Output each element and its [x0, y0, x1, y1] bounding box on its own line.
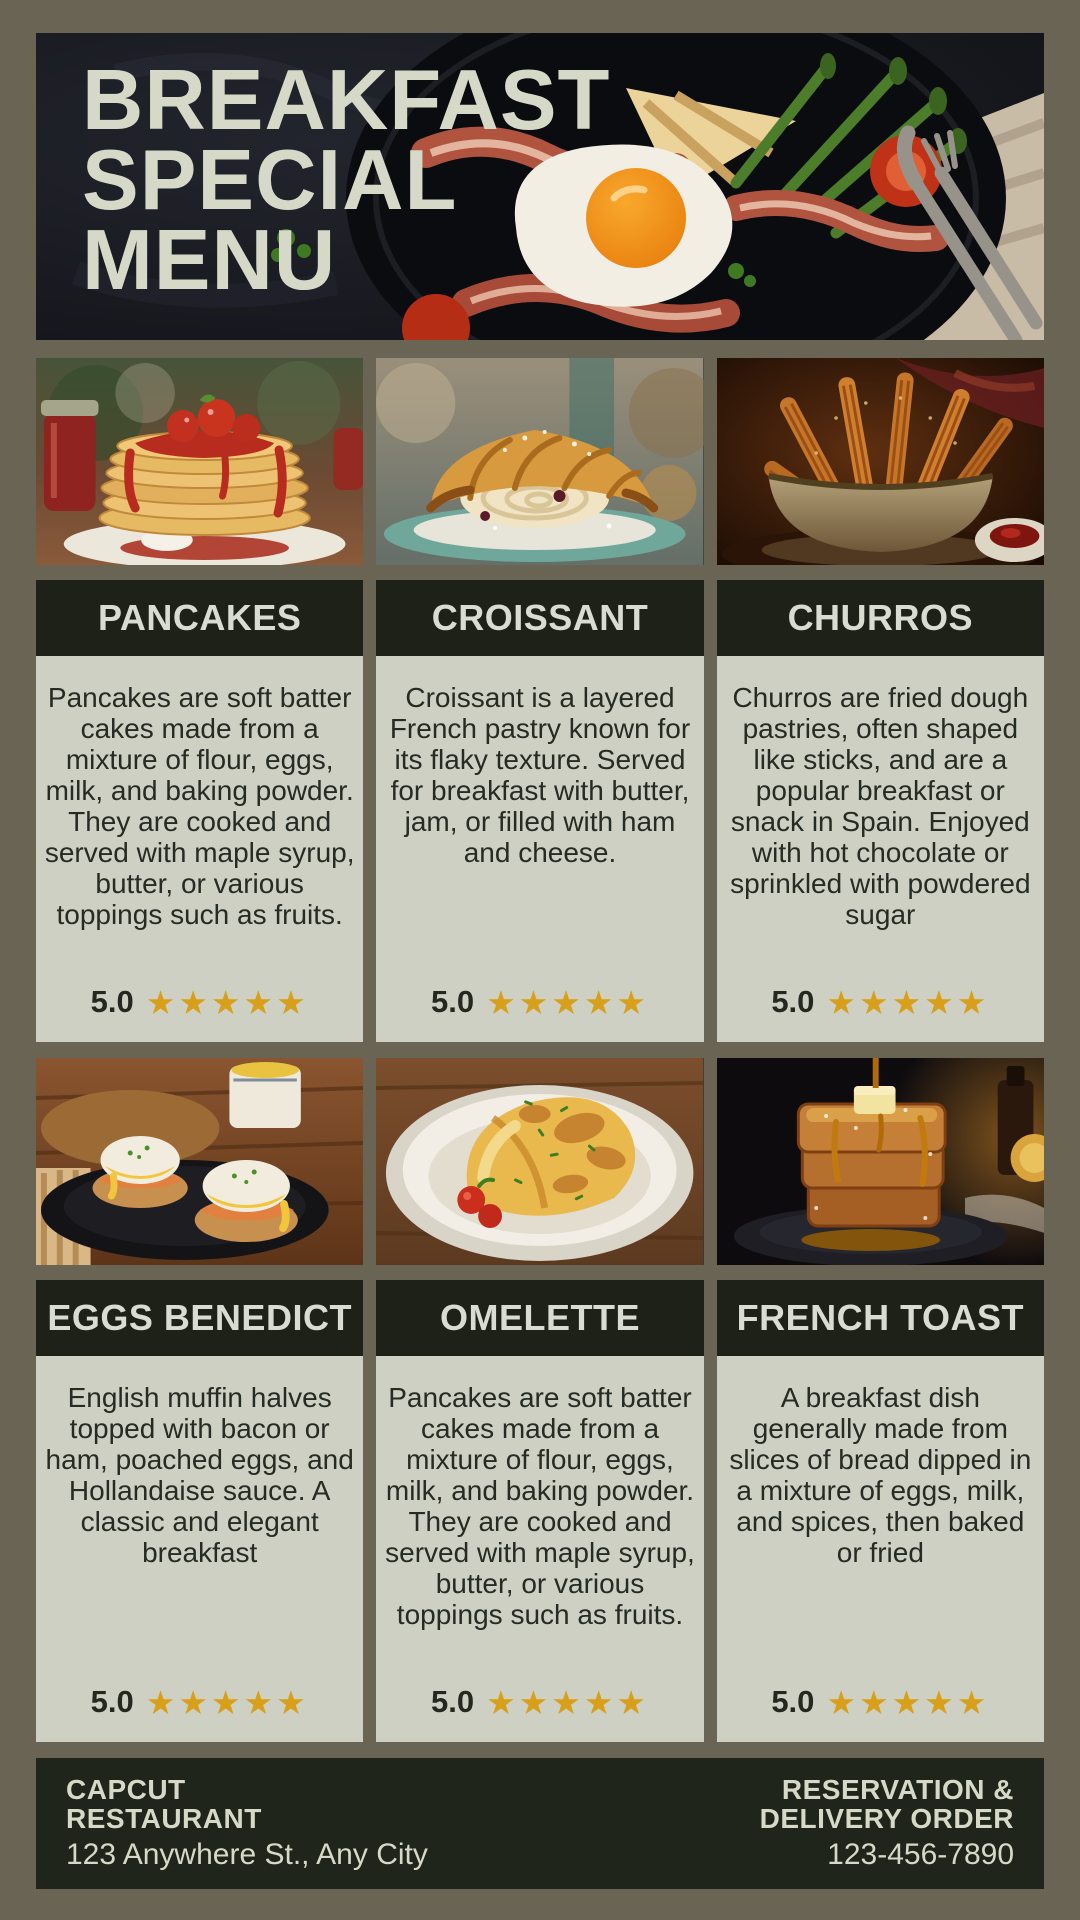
- eggs-benedict-photo: [36, 1058, 363, 1265]
- star-icons: ★★★★★: [145, 1682, 309, 1722]
- card-row-2: [36, 1280, 1044, 1742]
- menu-card-french-toast: [717, 1280, 1044, 1742]
- rating-value: 5.0: [430, 1684, 475, 1719]
- card-body: [376, 656, 703, 1042]
- card-title: PANCAKES: [97, 597, 302, 638]
- rating-value: 5.0: [771, 1684, 815, 1719]
- rating-value: 5.0: [430, 984, 475, 1019]
- star-icons: ★★★★★: [486, 982, 649, 1022]
- card-description: Pancakes are soft batter cakes made from a mixture of flour, eggs, milk, and baking powder. They are cooked and served with maple syrup, butter, or various toppings such as fruits.: [44, 682, 355, 930]
- star-icons: ★★★★★: [145, 982, 309, 1022]
- french-toast-photo: [717, 1058, 1044, 1265]
- photo-row-1: [36, 358, 1044, 565]
- card-body: [36, 656, 363, 1042]
- rating-value: 5.0: [90, 1684, 134, 1719]
- pancakes-photo: [36, 358, 363, 565]
- restaurant-address: 123 Anywhere St., Any City: [66, 1838, 428, 1871]
- rating-value: 5.0: [771, 984, 815, 1019]
- card-body: [717, 1356, 1044, 1742]
- card-body: [36, 1356, 363, 1742]
- card-title: CHURROS: [787, 597, 974, 638]
- card-title: FRENCH TOAST: [736, 1297, 1024, 1338]
- restaurant-name-line1: CAPCUT: [66, 1774, 186, 1805]
- card-description: Croissant is a layered French pastry known for its flaky texture. Served for breakfast with butter, jam, or filled with ham and cheese.: [389, 682, 691, 868]
- banner: [36, 33, 1044, 340]
- restaurant-name-line2: RESTAURANT: [66, 1803, 262, 1834]
- card-header: [376, 1280, 703, 1356]
- reservation-info: [760, 1775, 1014, 1872]
- rating: [91, 984, 309, 1020]
- banner-title-line2: SPECIAL: [82, 133, 458, 228]
- rating-value: 5.0: [90, 984, 134, 1019]
- rating: [771, 1684, 989, 1720]
- card-description: A breakfast dish generally made from slices of bread dipped in a mixture of eggs, milk, and spices, then baked or fried: [729, 1382, 1032, 1568]
- reservation-label-line1: RESERVATION &: [781, 1774, 1014, 1805]
- card-title: CROISSANT: [431, 597, 649, 638]
- photo-row-2: [36, 1058, 1044, 1265]
- star-icons: ★★★★★: [826, 1682, 990, 1722]
- banner-title-line1: BREAKFAST: [82, 53, 611, 148]
- rating: [91, 1684, 309, 1720]
- menu-card-croissant: [376, 580, 703, 1042]
- reservation-phone: 123-456-7890: [827, 1838, 1014, 1871]
- card-header: [36, 1280, 363, 1356]
- card-header: [717, 1280, 1044, 1356]
- menu-card-churros: [717, 580, 1044, 1042]
- rating: [771, 984, 989, 1020]
- restaurant-info: [66, 1775, 428, 1872]
- croissant-photo: [376, 358, 703, 565]
- rating: [431, 1684, 649, 1720]
- card-description: English muffin halves topped with bacon or ham, poached eggs, and Hollandaise sauce. A classic and elegant breakfast: [45, 1382, 354, 1568]
- card-body: [376, 1356, 703, 1742]
- banner-title: [82, 53, 611, 308]
- footer: [36, 1758, 1044, 1889]
- banner-title-line3: MENU: [82, 213, 337, 308]
- card-body: [717, 656, 1044, 1042]
- card-title: OMELETTE: [439, 1297, 640, 1338]
- card-description: Churros are fried dough pastries, often shaped like sticks, and are a popular breakfast or snack in Spain. Enjoyed with hot chocolate or sprinkled with powdered sugar: [730, 682, 1031, 930]
- menu-card-eggs-benedict: [36, 1280, 363, 1742]
- card-description: Pancakes are soft batter cakes made from a mixture of flour, eggs, milk, and baking powder. They are cooked and served with maple syrup, butter, or various toppings such as fruits.: [385, 1382, 695, 1630]
- menu-card-pancakes: [36, 580, 363, 1042]
- card-header: [717, 580, 1044, 656]
- star-icons: ★★★★★: [486, 1682, 649, 1722]
- card-header: [376, 580, 703, 656]
- rating: [431, 984, 649, 1020]
- card-header: [36, 580, 363, 656]
- card-title: EGGS BENEDICT: [47, 1297, 352, 1338]
- menu-card-omelette: [376, 1280, 703, 1742]
- card-row-1: [36, 580, 1044, 1042]
- churros-photo: [717, 358, 1044, 565]
- omelette-photo: [376, 1058, 703, 1265]
- reservation-label-line2: DELIVERY ORDER: [759, 1803, 1014, 1834]
- star-icons: ★★★★★: [826, 982, 990, 1022]
